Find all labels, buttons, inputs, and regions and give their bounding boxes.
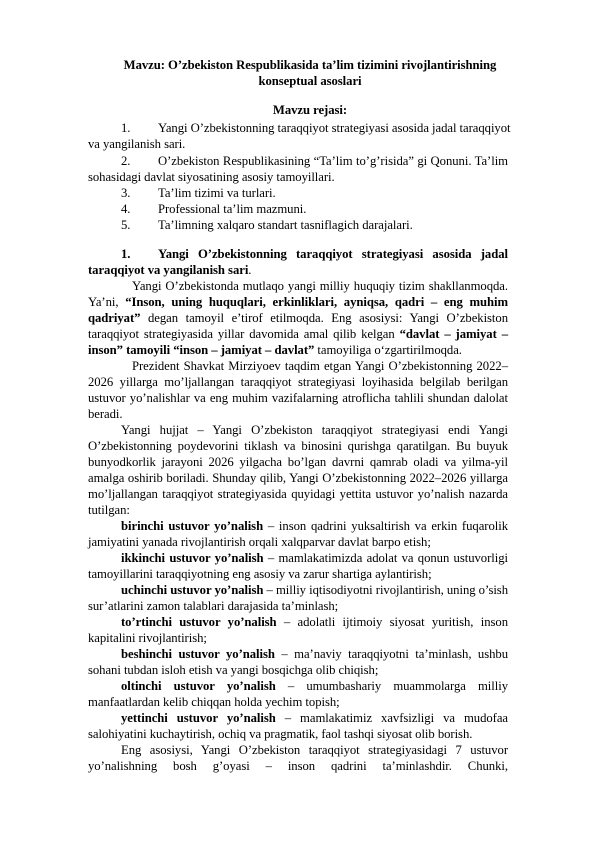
direction-2: ikkinchi ustuvor yo’nalish – mamlakatimizda adolat va qonun ustuvorligi [121, 551, 508, 565]
direction-6: oltinchi ustuvor yo’nalish – umumbashariy muammolarga milliy [121, 679, 508, 693]
para-3-line-2: O’zbekistonning poydevorini tiklash va binosini qurishga qaratilgan. Bu buyuk [88, 439, 508, 453]
plan-heading: Mavzu rejasi: [272, 103, 348, 117]
plan-item-1: 1. Yangi O’zbekistonning taraqqiyot strategiyasi asosida jadal taraqqiyot [121, 121, 511, 135]
plan-item-1-cont: va yangilanish sari. [88, 137, 186, 151]
para-3-line-4: amalga oshirib boriladi. Shunday qilib, Yangi O’zbekistonning 2022–2026 yillarga [88, 471, 508, 485]
plan-item-2-cont: sohasidagi davlat siyosatining asosiy tamoyillari. [88, 170, 335, 184]
direction-3: uchinchi ustuvor yo’nalish – milliy iqtisodiyotni rivojlantirish, uning o’sish [121, 583, 508, 597]
para-1-line-3: qadriyat” degan tamoyil e’tirof etilmoqda. Eng asosiysi: Yangi O’zbekiston [88, 311, 508, 325]
section-1-heading: 1. Yangi O’zbekistonning taraqqiyot strategiyasi asosida jadal [121, 247, 508, 261]
para-1-line-5: inson” tamoyili “inson – jamiyat – davlat” tamoyiliga o‘zgartirilmoqda. [88, 343, 462, 357]
para-1-line-1: Yangi O’zbekistonda mutlaqo yangi milliy huquqiy tizim shakllanmoqda. [132, 279, 508, 293]
para-3-line-5: mo’ljallangan taraqqiyot strategiyasida quyidagi yettita ustuvor yo’nalish nazarda [88, 487, 508, 501]
para-3-line-6: tutilgan: [88, 503, 130, 517]
direction-3-cont: sur’atlarini zamon talablari darajasida ta’minlash; [88, 599, 339, 613]
para-2-line-2: 2026 yillarga mo’ljallangan taraqqiyot strategiyasi loyihasida belgilab berilgan [88, 375, 508, 389]
title-line-2: konseptual asoslari [258, 74, 362, 88]
para-2-line-1: Prezident Shavkat Mirziyoev taqdim etgan Yangi O’zbekistonning 2022– [132, 359, 508, 373]
para-2-line-4: beradi. [88, 407, 123, 421]
para-1-line-4: taraqqiyot strategiyasida yillar davomida amal qilib kelgan “davlat – jamiyat – [88, 327, 508, 341]
plan-item-2: 2. O’zbekiston Respublikasining “Ta’lim to’g’risida” gi Qonuni. Ta’lim [121, 154, 508, 168]
para-4-line-1: Eng asosiysi, Yangi O’zbekiston taraqqiyot strategiyasidagi 7 ustuvor [121, 743, 508, 757]
plan-item-5: 5. Ta’limning xalqaro standart tasniflagich darajalari. [121, 218, 413, 232]
para-2-line-3: ustuvor yo’nalishlar va eng muhim vazifalarning atroflicha tahlili shundan dalolat [88, 391, 508, 405]
para-1-line-2: Ya’ni, “Inson, uning huquqlari, erkinliklari, ayniqsa, qadri – eng muhim [88, 295, 508, 309]
para-3-line-3: bunyodkorlik jarayoni 2026 yilgacha bo’lgan davrni qamrab oladi va yilma-yil [88, 455, 508, 469]
plan-item-3: 3. Ta’lim tizimi va turlari. [121, 186, 276, 200]
direction-4: to’rtinchi ustuvor yo’nalish – adolatli ijtimoiy siyosat yuritish, inson [121, 615, 508, 629]
direction-4-cont: kapitalini rivojlantirish; [88, 631, 207, 645]
direction-6-cont: manfaatlardan kelib chiqqan holda yechim topish; [88, 695, 340, 709]
section-1-heading-cont: taraqqiyot va yangilanish sari. [88, 263, 252, 277]
direction-2-cont: tamoyillarini taraqqiyotning eng asosiy va zarur shartiga aylantirish; [88, 567, 432, 581]
para-3-line-1: Yangi hujjat – Yangi O’zbekiston taraqqiyot strategiyasi endi Yangi [121, 423, 508, 437]
para-4-line-2: yo’nalishning bosh g’oyasi – inson qadrini ta’minlashdir. Chunki, [88, 759, 508, 773]
direction-7-cont: salohiyatini kuchaytirish, ochiq va pragmatik, faol tashqi siyosat olib borish. [88, 727, 473, 741]
direction-5-cont: sohani tubdan isloh etish va yangi bosqichga olib chiqish; [88, 663, 379, 677]
plan-item-4: 4. Professional ta’lim mazmuni. [121, 202, 307, 216]
title-line-1: Mavzu: O’zbekiston Respublikasida ta’lim tizimini rivojlantirishning [123, 58, 497, 72]
direction-7: yettinchi ustuvor yo’nalish – mamlakatimiz xavfsizligi va mudofaa [121, 711, 508, 725]
direction-5: beshinchi ustuvor yo’nalish – ma’naviy taraqqiyotni ta’minlash, ushbu [121, 647, 508, 661]
direction-1-cont: jamiyatini yanada rivojlantirish orqali xalqparvar davlat barpo etish; [88, 535, 431, 549]
direction-1: birinchi ustuvor yo’nalish – inson qadrini yuksaltirish va erkin fuqarolik [121, 519, 508, 533]
